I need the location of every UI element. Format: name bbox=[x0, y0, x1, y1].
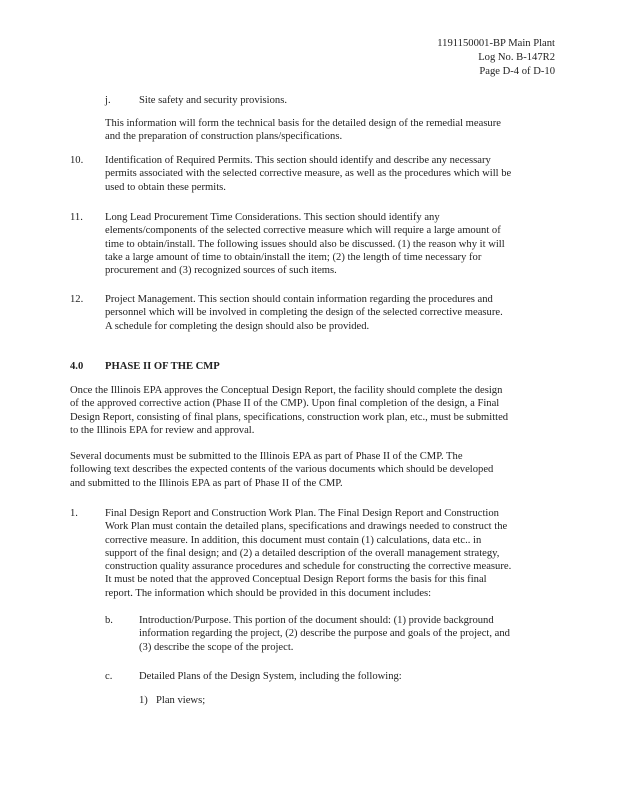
item-12-text bbox=[105, 293, 503, 333]
text-line: take a large amount of time to obtain/install the item; (2) the length of time necessary for bbox=[105, 251, 482, 263]
text-line: and the preparation of construction plans/specifications. bbox=[105, 131, 343, 143]
text-line: Several documents must be submitted to the Illinois EPA as part of Phase II of the CMP. The bbox=[70, 451, 463, 462]
text-line: of the approved corrective action (Phase II of the CMP). Upon final completion of the design, a Final bbox=[70, 398, 500, 410]
item-12-marker: 12. bbox=[70, 294, 84, 305]
section-title: PHASE II OF THE CMP bbox=[105, 361, 220, 372]
text-line: permits associated with the selected corrective measure, as well as the procedures which will be bbox=[105, 168, 512, 180]
text-line: support of the final design; and (2) a detailed description of the overall management strategy, bbox=[105, 547, 500, 559]
text-line: procurement and (3) recognized sources of such items. bbox=[105, 265, 337, 277]
text-line: Project Management. This section should contain information regarding the procedures and bbox=[105, 294, 493, 305]
text-line: Work Plan must contain the detailed plans, specifications and drawings needed to construct the bbox=[105, 521, 508, 533]
text-line: Identification of Required Permits. This section should identify and describe any necessary bbox=[105, 155, 491, 166]
header-log-number: Log No. B-147R2 bbox=[478, 52, 555, 63]
item-1-marker: 1. bbox=[70, 508, 78, 519]
item-10-marker: 10. bbox=[70, 155, 84, 166]
item-b-marker: b. bbox=[105, 615, 113, 626]
item-j-marker: j. bbox=[105, 95, 111, 106]
text-line: Design Report, consisting of final plans, specifications, construction work plan, etc., must be submitted bbox=[70, 411, 509, 423]
item-c-marker: c. bbox=[105, 671, 113, 682]
text-line: It must be noted that the approved Conceptual Design Report forms the basis for this final bbox=[105, 574, 487, 586]
section-number: 4.0 bbox=[70, 361, 84, 372]
text-line: Once the Illinois EPA approves the Conceptual Design Report, the facility should complete the design bbox=[70, 385, 503, 396]
text-line: to the Illinois EPA for review and approval. bbox=[70, 424, 255, 436]
item-c-text: Detailed Plans of the Design System, including the following: bbox=[139, 671, 402, 682]
basis-paragraph bbox=[105, 117, 501, 144]
text-line: This information will form the technical basis for the detailed design of the remedial measure bbox=[105, 118, 501, 129]
item-10-text bbox=[105, 154, 511, 194]
header-page-number: Page D-4 of D-10 bbox=[479, 66, 555, 77]
item-11-marker: 11. bbox=[70, 212, 83, 223]
header-project-id: 1191150001-BP Main Plant bbox=[437, 38, 555, 49]
paragraph-several-documents bbox=[70, 450, 493, 490]
item-c1-marker: 1) bbox=[139, 695, 148, 706]
text-line: Introduction/Purpose. This portion of the document should: (1) provide background bbox=[139, 615, 494, 626]
item-11-text bbox=[105, 211, 505, 277]
text-line: construction quality assurance procedures and schedule for constructing the corrective measure. bbox=[105, 561, 512, 573]
item-c1-text: Plan views; bbox=[156, 695, 206, 706]
text-line: report. The information which should be provided in this document includes: bbox=[105, 587, 432, 599]
item-b-text bbox=[139, 614, 510, 654]
paragraph-once-approved bbox=[70, 384, 508, 437]
text-line: information regarding the project, (2) describe the purpose and goals of the project, and bbox=[139, 628, 510, 640]
text-line: used to obtain these permits. bbox=[105, 181, 226, 193]
text-line: personnel which will be involved in completing the design of the selected corrective measure. bbox=[105, 307, 503, 319]
text-line: time to obtain/install. The following issues should also be discussed. (1) the reason why it will bbox=[105, 238, 505, 250]
item-1-text bbox=[105, 507, 511, 600]
text-line: A schedule for completing the design should also be provided. bbox=[105, 320, 370, 332]
text-line: following text describes the expected contents of the various documents which should be developed bbox=[70, 464, 494, 476]
text-line: and submitted to the Illinois EPA as part of Phase II of the CMP. bbox=[70, 477, 343, 489]
text-line: Long Lead Procurement Time Considerations. This section should identify any bbox=[105, 212, 440, 223]
text-line: corrective measure. In addition, this document must contain (1) calculations, data etc.. in bbox=[105, 534, 482, 546]
text-line: elements/components of the selected corrective measure which will require a large amount of bbox=[105, 225, 501, 237]
text-line: (3) describe the scope of the project. bbox=[139, 641, 294, 653]
text-line: Final Design Report and Construction Work Plan. The Final Design Report and Construction bbox=[105, 508, 499, 519]
page-header bbox=[437, 37, 555, 79]
item-j-text: Site safety and security provisions. bbox=[139, 95, 287, 106]
